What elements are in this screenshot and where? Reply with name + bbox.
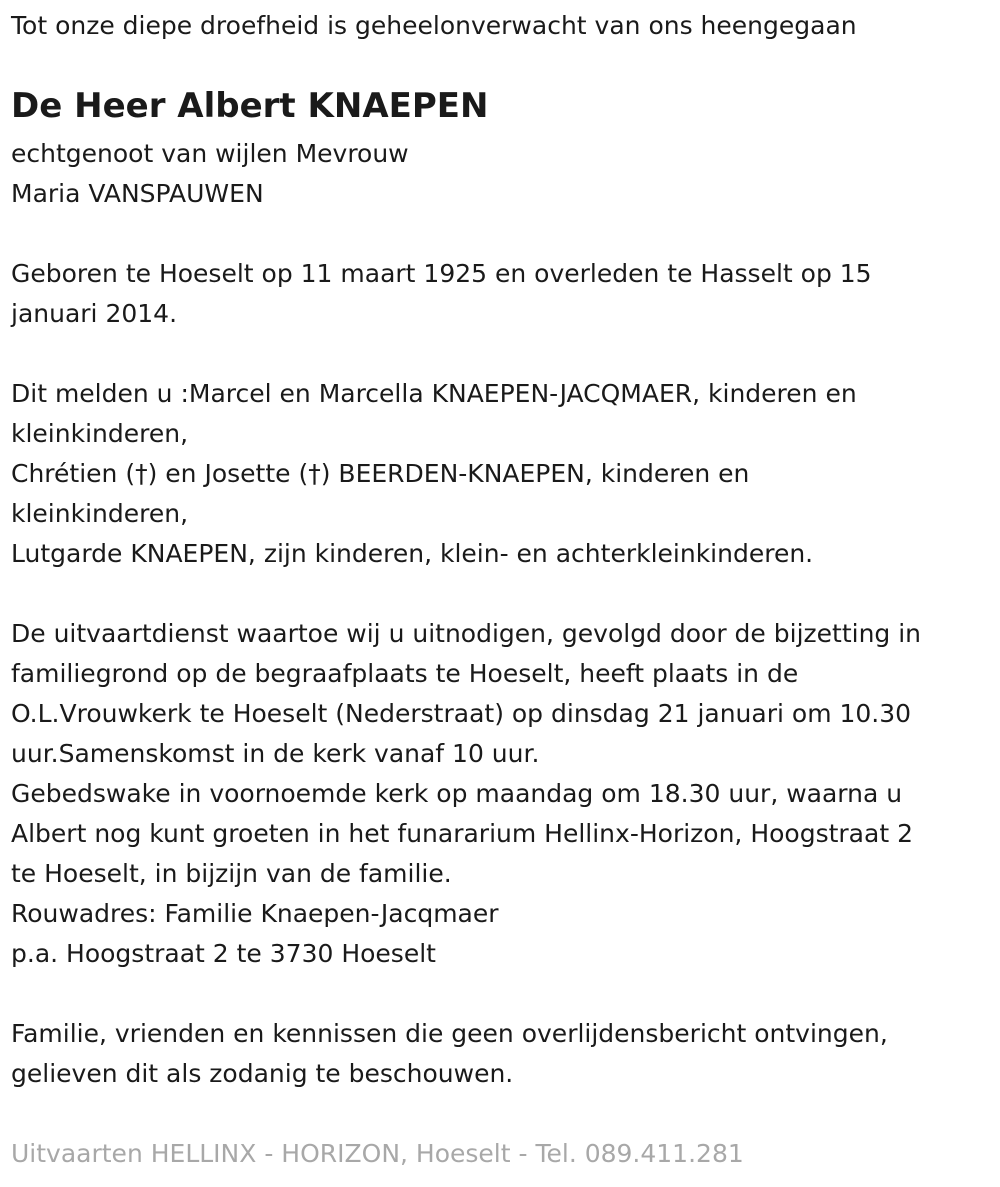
announcement-line: Dit melden u :Marcel en Marcella KNAEPEN-JACQMAER, kinderen en xyxy=(11,379,857,408)
deceased-name: De Heer Albert KNAEPEN xyxy=(11,86,489,126)
service-line: uur.Samenskomst in de kerk vanaf 10 uur. xyxy=(11,739,540,768)
announcement-line: kleinkinderen, xyxy=(11,419,189,448)
service-line: Gebedswake in voornoemde kerk op maandag om 18.30 uur, waarna u xyxy=(11,779,903,808)
service-line: De uitvaartdienst waartoe wij u uitnodigen, gevolgd door de bijzetting in xyxy=(11,619,922,648)
birth-death-line: januari 2014. xyxy=(11,299,178,328)
spouse-line: echtgenoot van wijlen Mevrouw xyxy=(11,139,409,168)
announcement-line: kleinkinderen, xyxy=(11,499,189,528)
mourning-address: p.a. Hoogstraat 2 te 3730 Hoeselt xyxy=(11,939,436,968)
intro-text: Tot onze diepe droefheid is geheelonverwacht van ons heengegaan xyxy=(11,11,857,40)
service-line: familiegrond op de begraafplaats te Hoeselt, heeft plaats in de xyxy=(11,659,799,688)
service-line: Albert nog kunt groeten in het funararium Hellinx-Horizon, Hoogstraat 2 xyxy=(11,819,913,848)
announcement-line: Lutgarde KNAEPEN, zijn kinderen, klein- en achterkleinkinderen. xyxy=(11,539,814,568)
birth-death-line: Geboren te Hoeselt op 11 maart 1925 en overleden te Hasselt op 15 xyxy=(11,259,872,288)
service-line: te Hoeselt, in bijzijn van de familie. xyxy=(11,859,452,888)
announcement-line: Chrétien (†) en Josette (†) BEERDEN-KNAEPEN, kinderen en xyxy=(11,459,750,488)
closing-line: gelieven dit als zodanig te beschouwen. xyxy=(11,1059,514,1088)
spouse-name: Maria VANSPAUWEN xyxy=(11,179,264,208)
funeral-home-footer: Uitvaarten HELLINX - HORIZON, Hoeselt - Tel. 089.411.281 xyxy=(11,1139,744,1168)
mourning-address: Rouwadres: Familie Knaepen-Jacqmaer xyxy=(11,899,499,928)
service-line: O.L.Vrouwkerk te Hoeselt (Nederstraat) op dinsdag 21 januari om 10.30 xyxy=(11,699,912,728)
closing-line: Familie, vrienden en kennissen die geen overlijdensbericht ontvingen, xyxy=(11,1019,888,1048)
